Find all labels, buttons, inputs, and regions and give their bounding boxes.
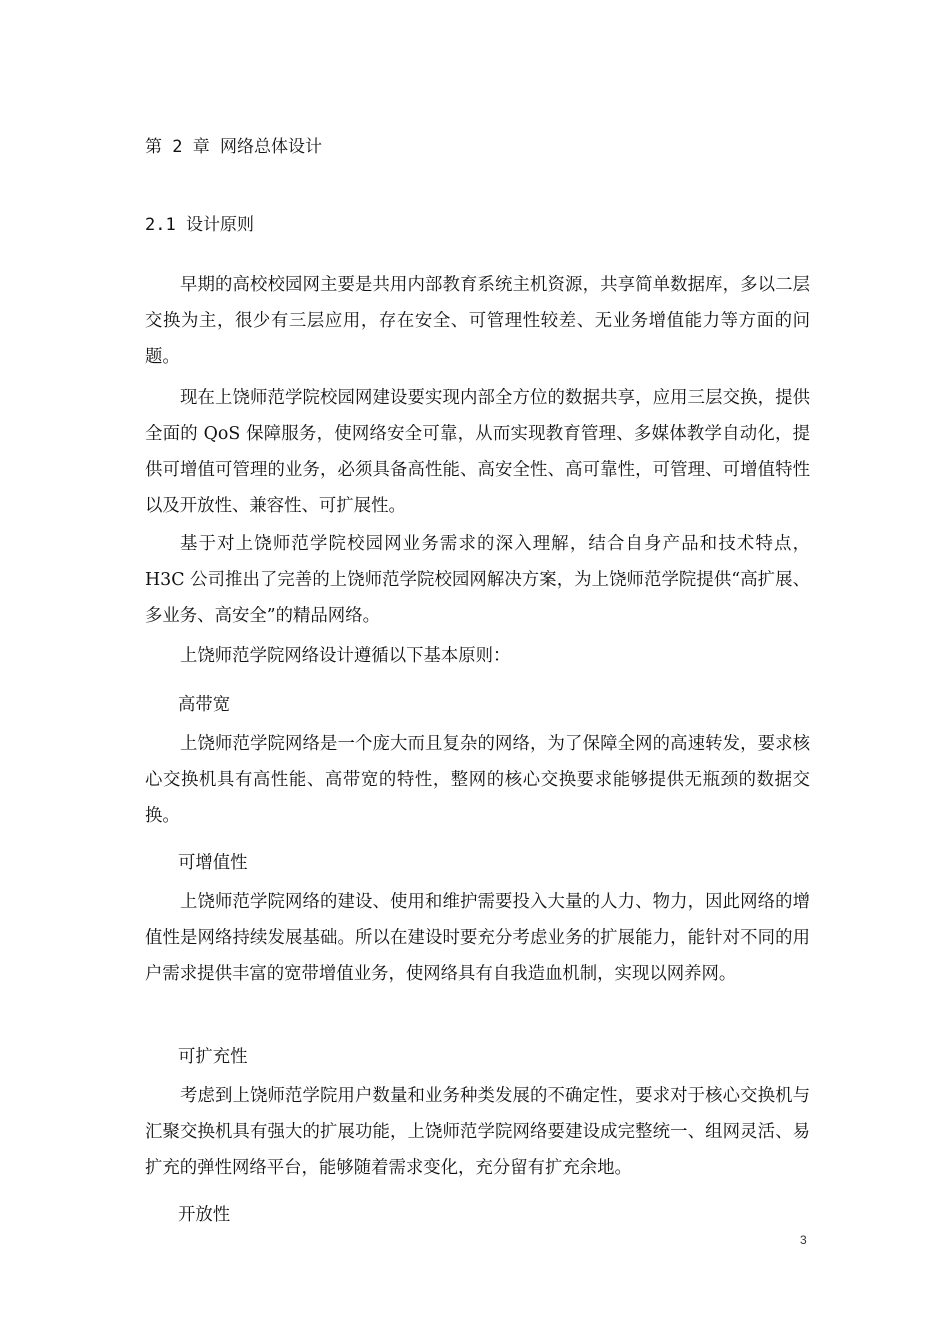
- paragraph-2: 现在上饶师范学院校园网建设要实现内部全方位的数据共享，应用三层交换，提供全面的 QoS 保障服务，使网络安全可靠，从而实现教育管理、多媒体教学自动化，提供可增值可管理的业务，必须具备高性能、高安全性、高可靠性，可管理、可增值特性以及开放性、兼容性、可扩展性。: [145, 388, 810, 516]
- chapter-title: 第 2 章 网络总体设计: [145, 137, 322, 157]
- principle-heading-openness: 开放性: [178, 1205, 231, 1225]
- section-title: 2.1 设计原则: [145, 215, 254, 235]
- paragraph-1: 早期的高校校园网主要是共用内部教育系统主机资源，共享简单数据库，多以二层交换为主，很少有三层应用，存在安全、可管理性较差、无业务增值能力等方面的问题。: [145, 275, 810, 367]
- principle-text-scalability: 考虑到上饶师范学院用户数量和业务种类发展的不确定性，要求对于核心交换机与汇聚交换机具有强大的扩展功能，上饶师范学院网络要建设成完整统一、组网灵活、易扩充的弹性网络平台，能够随着需求变化，充分留有扩充余地。: [145, 1086, 810, 1178]
- principle-heading-scalability: 可扩充性: [178, 1047, 248, 1067]
- principle-text-value-added: 上饶师范学院网络的建设、使用和维护需要投入大量的人力、物力，因此网络的增值性是网络持续发展基础。所以在建设时要充分考虑业务的扩展能力，能针对不同的用户需求提供丰富的宽带增值业务，使网络具有自我造血机制，实现以网养网。: [145, 892, 810, 984]
- principle-heading-bandwidth: 高带宽: [178, 695, 231, 715]
- paragraph-4: 上饶师范学院网络设计遵循以下基本原则：: [180, 646, 511, 666]
- principle-heading-value-added: 可增值性: [178, 853, 248, 873]
- principle-text-bandwidth: 上饶师范学院网络是一个庞大而且复杂的网络，为了保障全网的高速转发，要求核心交换机具有高性能、高带宽的特性，整网的核心交换要求能够提供无瓶颈的数据交换。: [145, 734, 810, 826]
- page-number: 3: [800, 1233, 807, 1247]
- paragraph-3: 基于对上饶师范学院校园网业务需求的深入理解，结合自身产品和技术特点，H3C 公司推出了完善的上饶师范学院校园网解决方案，为上饶师范学院提供“高扩展、多业务、高安全”的精品网络。: [145, 534, 810, 626]
